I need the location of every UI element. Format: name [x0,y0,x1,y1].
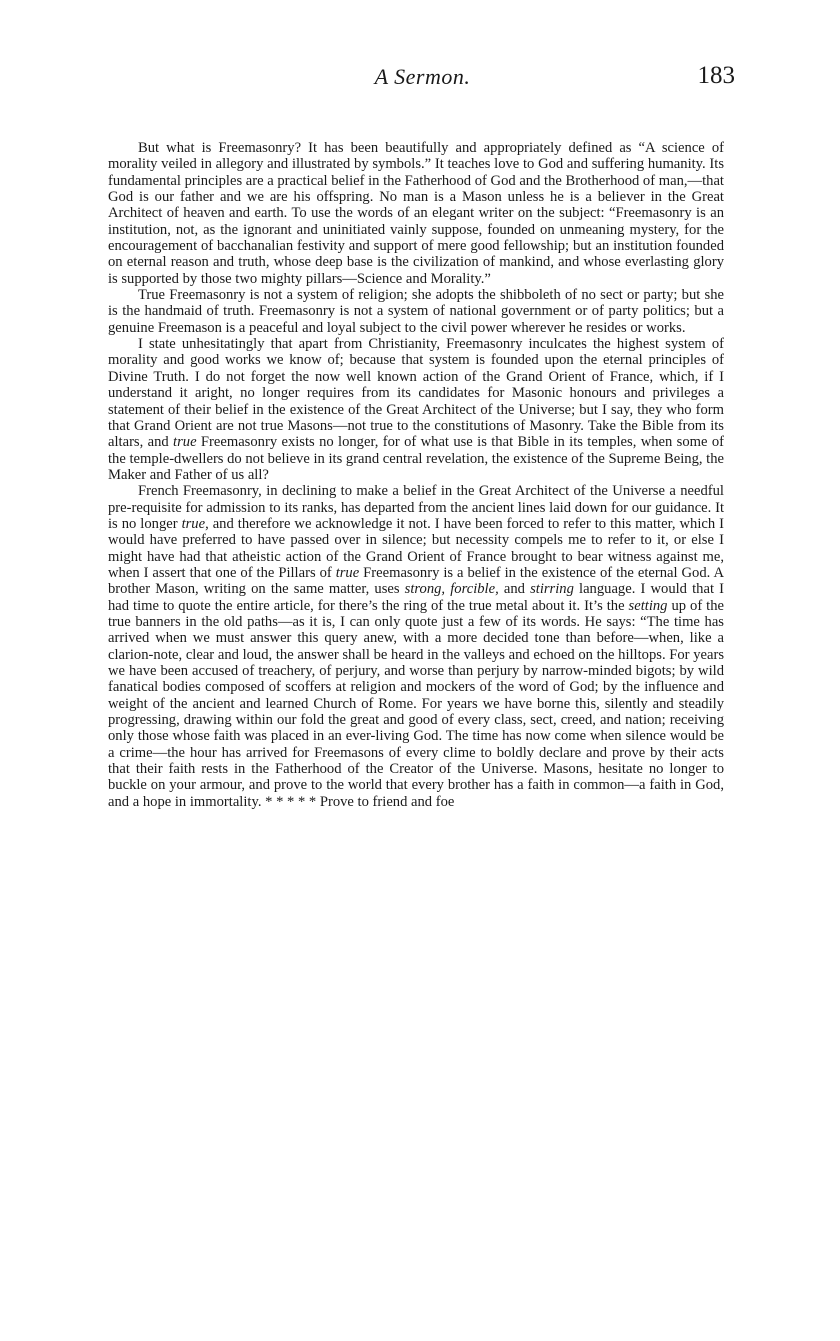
text-run: up of the true banners in the old paths—as it is, I can only quote just a few of its words. He says: “The time has arrived when we must answer this query anew, with a more decided tone than before—when, like a clarion-note, clear and loud, the answer shall be heard in the valleys and echoed on the hilltops. For years we have been accused of treachery, of perjury, and worse than perjury by narrow-minded bigots; by wild fanatical bodies composed of scoffers at religion and mockers of the word of God; by the influence and weight of the ancient and learned Church of Rome. For years we have borne this, silently and steadily progressing, drawing within our fold the great and good of every class, sect, creed, and nation; receiving only those whose faith was placed in an ever-living God. The time has now come when silence would be a crime—the hour has arrived for Freemasons of every clime to boldly declare and prove by their acts that their faith rests in the Fatherhood of the Creator of the Universe. Masons, hesitate no longer to buckle on your armour, and prove to the world that every brother has a faith in common—a faith in God, and a hope in immortality. * * * * * Prove to friend and foe [108,597,724,810]
text-run: language. I would that I had time to quote the entire article, for there’s the ring of the true metal about it. It’s the [108,581,724,614]
paragraph [108,483,724,810]
paragraph [108,140,724,287]
italic-text: setting [628,597,668,614]
text-run: and [498,581,531,598]
italic-text: stirring [530,581,574,598]
page-number: 183 [697,62,735,89]
body-text [108,140,724,810]
text-run: , and therefore we acknowledge it not. I have been forced to refer to this matter, which I would have preferred to have passed over in silence; but necessity compels me to refer to it, or else I might have had that atheistic action of the Grand Orient of France brought to bear witness against me, when I assert that one of the Pillars of [108,515,724,581]
text-run: But what is Freemasonry? It has been beautifully and appropriately defined as “A science of morality veiled in allegory and illustrated by symbols.” It teaches love to God and suffering humanity. Its fundamental principles are a practical belief in the Fatherhood of God and the Brotherhood of man,—that God is our father and we are his offspring. No man is a Mason unless he is a believer in the Great Architect of heaven and earth. To use the words of an elegant writer on the subject: “Freemasonry is an institution, not, as the ignorant and uninitiated vainly suppose, founded on unmeaning mystery, for the encouragement of bacchanalian festivity and support of mere good fellowship; but an institution founded on eternal reason and truth, whose deep base is the civilization of mankind, and whose everlasting glory is supported by those two mighty pillars—Science and Morality.” [108,140,724,287]
italic-text: true [173,434,197,451]
running-head [110,64,735,104]
running-title: A Sermon. [374,64,471,89]
text-run: Freemasonry is a belief in the existence of the eternal God. A brother Mason, writing on the same matter, uses [108,564,724,598]
italic-text: strong, forcible, [404,581,499,598]
text-run: Freemasonry exists no longer, for of what use is that Bible in its temples, when some of the temple-dwellers do not believe in its grand central revelation, the existence of the Supreme Being, the Maker and Father of us all? [108,434,724,483]
text-run: I state unhesitatingly that apart from Christianity, Freemasonry inculcates the highest system of morality and good works we know of; because that system is founded upon the eternal principles of Divine Truth. I do not forget the now well known action of the Grand Orient of France, which, if I understand it aright, no longer requires from its candidates for Masonic honours and privileges a statement of their belief in the existence of the Great Architect of the Universe; but I say, they who form that Grand Orient are not true Masons—not true to the constitutions of Masonry. Take the Bible from its altars, and [108,336,724,451]
italic-text: true [335,564,360,581]
paragraph [108,287,724,336]
text-run: French Freemasonry, in declining to make a belief in the Great Architect of the Universe a needful pre-requisite for admission to its ranks, has departed from the ancient lines laid down for our guidance. It is no longer [108,483,724,532]
italic-text: true [181,515,206,532]
text-run: True Freemasonry is not a system of religion; she adopts the shibboleth of no sect or party; but she is the handmaid of truth. Freemasonry is not a system of national government or of party politics; but a genuine Freemason is a peaceful and loyal subject to the civil power wherever he resides or works. [108,287,724,336]
paragraph [108,336,724,483]
